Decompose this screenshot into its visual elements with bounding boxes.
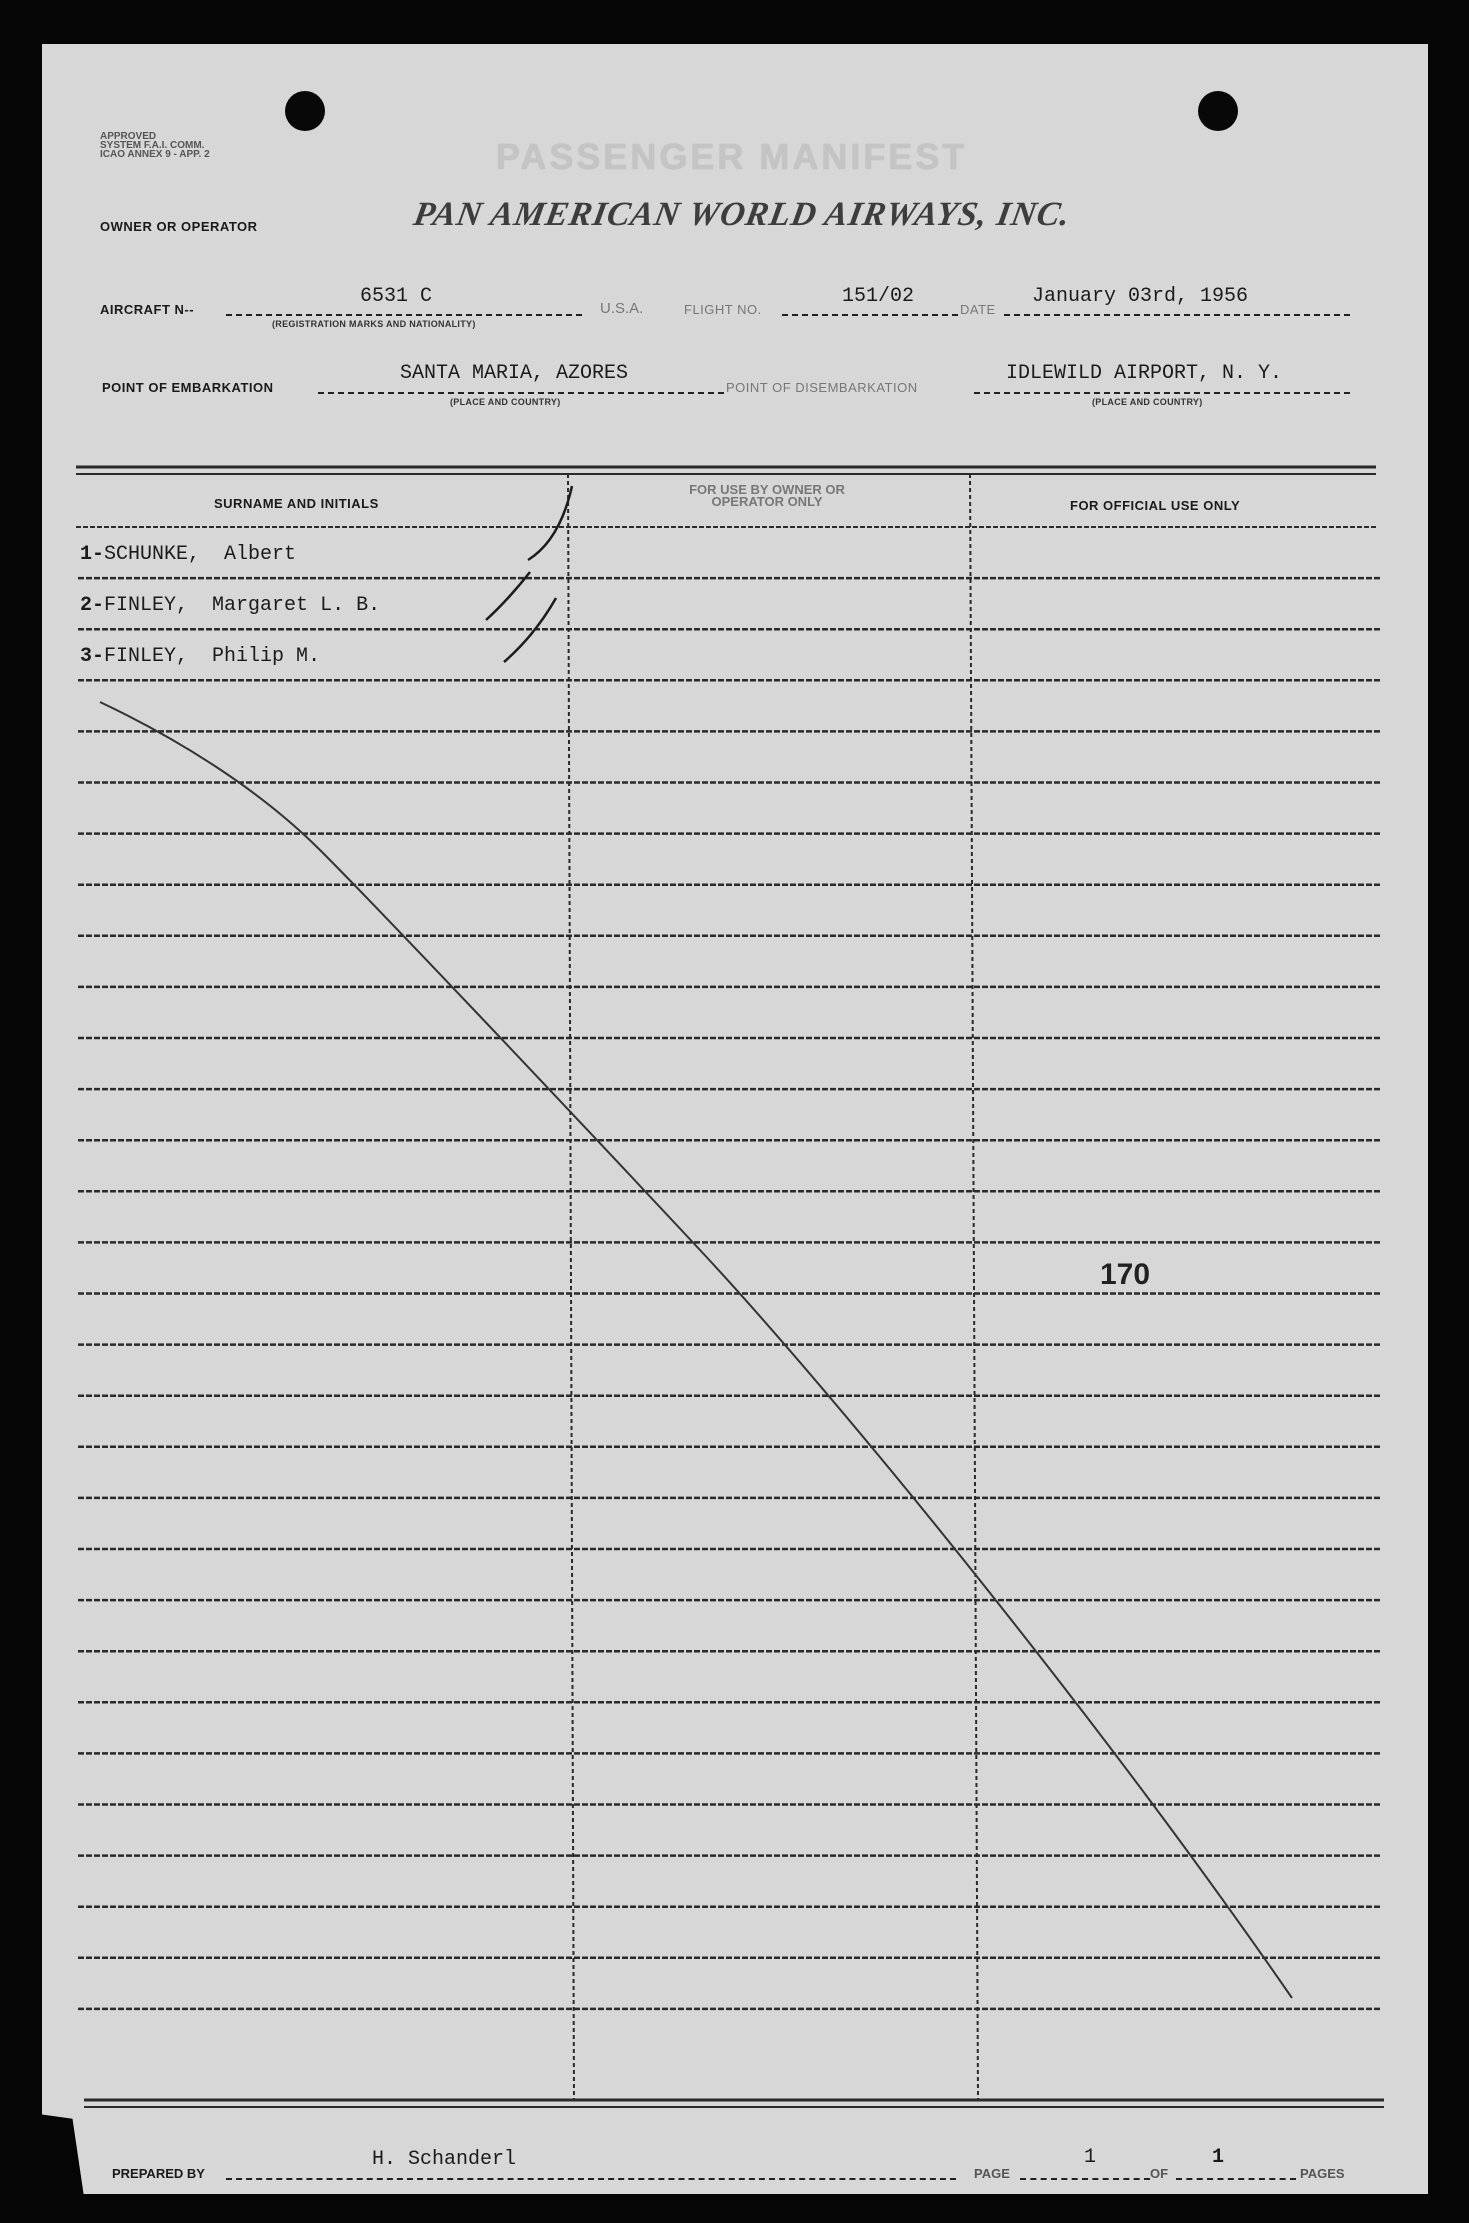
approval-line: ICAO ANNEX 9 - APP. 2 bbox=[100, 149, 210, 160]
passenger-given-name: Margaret L. B. bbox=[212, 594, 381, 617]
passenger-row bbox=[80, 645, 320, 668]
disembarkation-sublabel: (PLACE AND COUNTRY) bbox=[1092, 397, 1203, 407]
approval-line: APPROVED bbox=[100, 131, 157, 142]
column-header-official: FOR OFFICIAL USE ONLY bbox=[1070, 498, 1241, 513]
passenger-row bbox=[80, 594, 380, 617]
prepared-by-value: H. Schanderl bbox=[372, 2148, 517, 2171]
aircraft-nationality: U.S.A. bbox=[600, 300, 644, 317]
date-value: January 03rd, 1956 bbox=[1032, 285, 1249, 308]
passenger-surname: FINLEY, bbox=[104, 594, 189, 617]
passenger-given-name: Albert bbox=[224, 543, 297, 566]
page-label: PAGE bbox=[974, 2166, 1010, 2181]
aircraft-value: 6531 C bbox=[360, 285, 433, 308]
check-mark bbox=[528, 486, 572, 560]
disembarkation-label: POINT OF DISEMBARKATION bbox=[726, 380, 918, 395]
disembarkation-value: IDLEWILD AIRPORT, N. Y. bbox=[1006, 362, 1283, 385]
pages-label: PAGES bbox=[1300, 2166, 1345, 2181]
check-marks bbox=[486, 486, 572, 662]
passenger-surname: SCHUNKE, bbox=[104, 543, 201, 566]
embarkation-label: POINT OF EMBARKATION bbox=[102, 380, 274, 395]
aircraft-sublabel: (REGISTRATION MARKS AND NATIONALITY) bbox=[272, 319, 476, 329]
approval-line: SYSTEM F.A.I. COMM. bbox=[100, 140, 205, 151]
flight-value: 151/02 bbox=[842, 285, 915, 308]
passenger-surname: FINLEY, bbox=[104, 645, 189, 668]
row-number: 1- bbox=[80, 543, 105, 566]
row-number: 3- bbox=[80, 645, 105, 668]
column-header-surname: SURNAME AND INITIALS bbox=[214, 496, 379, 511]
row-number: 2- bbox=[80, 594, 105, 617]
page-underline bbox=[1020, 2178, 1150, 2180]
aircraft-label: AIRCRAFT N-- bbox=[100, 302, 195, 317]
prepared-by-underline bbox=[226, 2178, 956, 2180]
passenger-row bbox=[80, 543, 296, 566]
page-title: PASSENGER MANIFEST bbox=[496, 136, 968, 177]
owner-label: OWNER OR OPERATOR bbox=[100, 219, 258, 234]
embarkation-value: SANTA MARIA, AZORES bbox=[400, 362, 629, 385]
of-value: 1 bbox=[1212, 2146, 1225, 2169]
embarkation-sublabel: (PLACE AND COUNTRY) bbox=[450, 397, 561, 407]
column-header-owner: FOR USE BY OWNER OR OPERATOR ONLY bbox=[689, 482, 845, 509]
flight-label: FLIGHT NO. bbox=[684, 302, 762, 317]
passenger-given-name: Philip M. bbox=[212, 645, 321, 668]
prepared-by-label: PREPARED BY bbox=[112, 2166, 205, 2181]
page-value: 1 bbox=[1084, 2146, 1097, 2169]
owner-value: PAN AMERICAN WORLD AIRWAYS, INC. bbox=[410, 196, 1074, 233]
of-underline bbox=[1176, 2178, 1296, 2180]
official-stamp-number: 170 bbox=[1100, 1258, 1151, 1291]
of-label: OF bbox=[1150, 2166, 1169, 2181]
date-label: DATE bbox=[960, 302, 996, 317]
